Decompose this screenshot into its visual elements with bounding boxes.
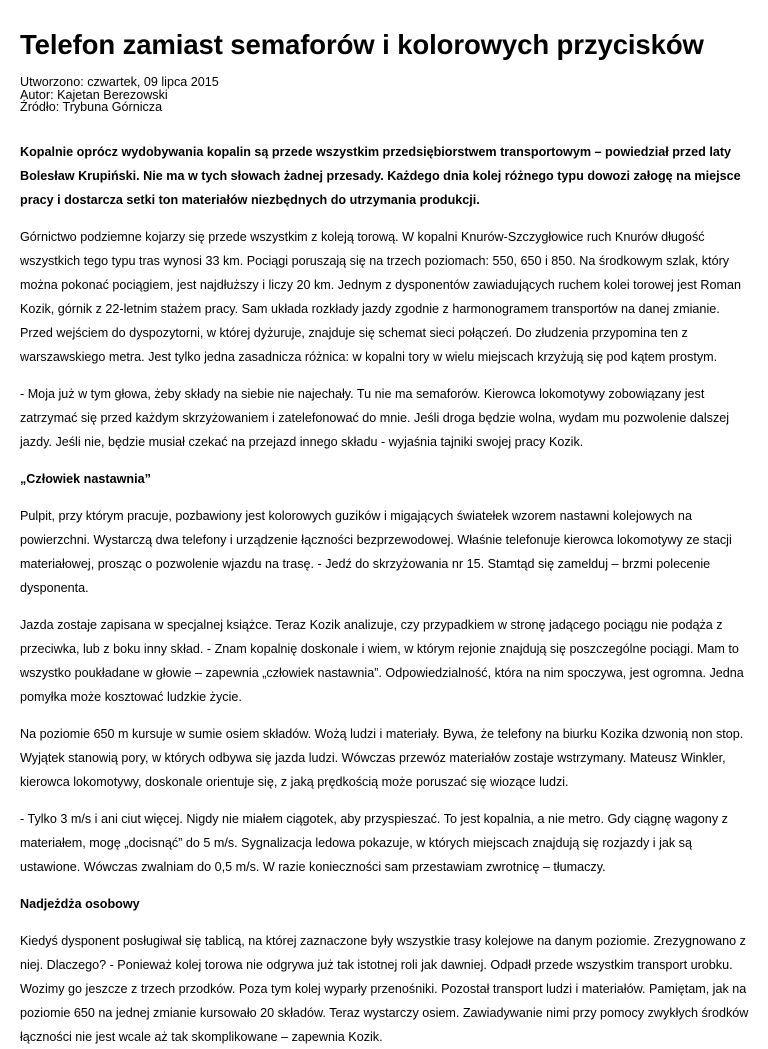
paragraph: Na poziomie 650 m kursuje w sumie osiem składów. Wożą ludzi i materiały. Bywa, że telefony na biurku Kozika dzwonią non stop. Wyjątek stanowią pory, w których odbywa się jazda ludzi. Wówczas przewóz materiałów zostaje wstrzymany. Mateusz Winkler, kierowca lokomotywy, doskonale orientuje się, z jaką prędkością może poruszać się wiozące ludzi. bbox=[20, 726, 744, 789]
section-heading: Nadjeżdża osobowy bbox=[20, 896, 140, 911]
article-meta bbox=[20, 76, 749, 114]
paragraph: - Tylko 3 m/s i ani ciut więcej. Nigdy nie miałem ciągotek, aby przyspieszać. To jest kopalnia, a nie metro. Gdy ciągnę wagony z materiałem, mogę „docisnąć” do 5 m/s. Sygnalizacja ledowa pokazuje, w których miejscach znajdują się rozjazdy i jak są ustawione. Wówczas zwalniam do 0,5 m/s. W razie konieczności sam przestawiam zwrotnicę – tłumaczy. bbox=[20, 811, 728, 874]
paragraph: - Moja już w tym głowa, żeby składy na siebie nie najechały. Tu nie ma semaforów. Kierowca lokomotywy zobowiązany jest zatrzymać się przed każdym skrzyżowaniem i zatelefonować do mnie. Jeśli droga będzie wolna, wydam mu pozwolenie dalszej jazdy. Jeśli nie, będzie musiał czekać na przejazd innego składu - wyjaśnia tajniki swojej pracy Kozik. bbox=[20, 386, 730, 449]
paragraph: Jazda zostaje zapisana w specjalnej książce. Teraz Kozik analizuje, czy przypadkiem w stronę jadącego pociągu nie podąża z przeciwka, lub z boku inny skład. - Znam kopalnię doskonale i wiem, w którym rejonie znajdują się poszczególne pociągi. Mam to wszystko poukładane w głowie – zapewnia „człowiek nastawnia”. Odpowiedzialność, która na nim spoczywa, jest ogromna. Jedna pomyłka może kosztować ludzkie życie. bbox=[20, 617, 744, 704]
lead-paragraph: Kopalnie oprócz wydobywania kopalin są przede wszystkim przedsiębiorstwem transportowym – powiedział przed laty Bolesław Krupiński. Nie ma w tych słowach żadnej przesady. Każdego dnia kolej różnego typu dowozi załogę na miejsce pracy i dostarcza setki ton materiałów niezbędnych do utrzymania produkcji. bbox=[20, 144, 741, 207]
paragraph: Kiedyś dysponent posługiwał się tablicą, na której zaznaczone były wszystkie trasy kolejowe na danym poziomie. Zrezygnowano z niej. Dlaczego? - Ponieważ kolej torowa nie odgrywa już tak istotnej roli jak dawniej. Odpadł przede wszystkim transport urobku. Wozimy go jeszcze z trzech przodków. Poza tym kolej wyparły przenośniki. Pozostał transport ludzi i materiałów. Pamiętam, jak na poziomie 650 na jednej zmianie kursowało 20 składów. Teraz wystarczy osiem. Zawiadywanie nimi przy pomocy zwykłych środków łączności nie jest wcale aż tak skomplikowane – zapewnia Kozik. bbox=[20, 933, 749, 1044]
article-body bbox=[20, 140, 749, 1049]
paragraph: Górnictwo podziemne kojarzy się przede wszystkim z koleją torową. W kopalni Knurów-Szczygłowice ruch Knurów długość wszystkich tego typu tras wynosi 33 km. Pociągi poruszają się na trzech poziomach: 550, 650 i 850. Na środkowym szlak, który można pokonać pociągiem, jest najdłuższy i liczy 20 km. Jednym z dysponentów zawiadujących ruchem kolei torowej jest Roman Kozik, górnik z 22-letnim stażem pracy. Sam układa rozkłady jazdy zgodnie z harmonogramem transportów na danej zmianie. Przed wejściem do dyspozytorni, w której dyżuruje, znajduje się schemat sieci połączeń. Do złudzenia przypomina ten z warszawskiego metra. Jest tylko jedna zasadnicza różnica: w kopalni tory w wielu miejscach krzyżują się pod kątem prostym. bbox=[20, 229, 741, 364]
author: Autor: Kajetan Berezowski bbox=[20, 87, 168, 102]
paragraph: Pulpit, przy którym pracuje, pozbawiony jest kolorowych guzików i migających światełek wzorem nastawni kolejowych na powierzchni. Wystarczą dwa telefony i urządzenie łączności bezprzewodowej. Właśnie telefonuje kierowca lokomotywy ze stacji materiałowej, prosząc o pozwolenie wjazdu na trasę. - Jedź do skrzyżowania nr 15. Stamtąd się zamelduj – brzmi polecenie dysponenta. bbox=[20, 508, 732, 595]
article-title: Telefon zamiast semaforów i kolorowych przycisków bbox=[20, 29, 704, 60]
section-heading: „Człowiek nastawnia” bbox=[20, 471, 151, 486]
source: Źródło: Trybuna Górnicza bbox=[20, 100, 163, 114]
created-date: Utworzono: czwartek, 09 lipca 2015 bbox=[20, 75, 219, 89]
